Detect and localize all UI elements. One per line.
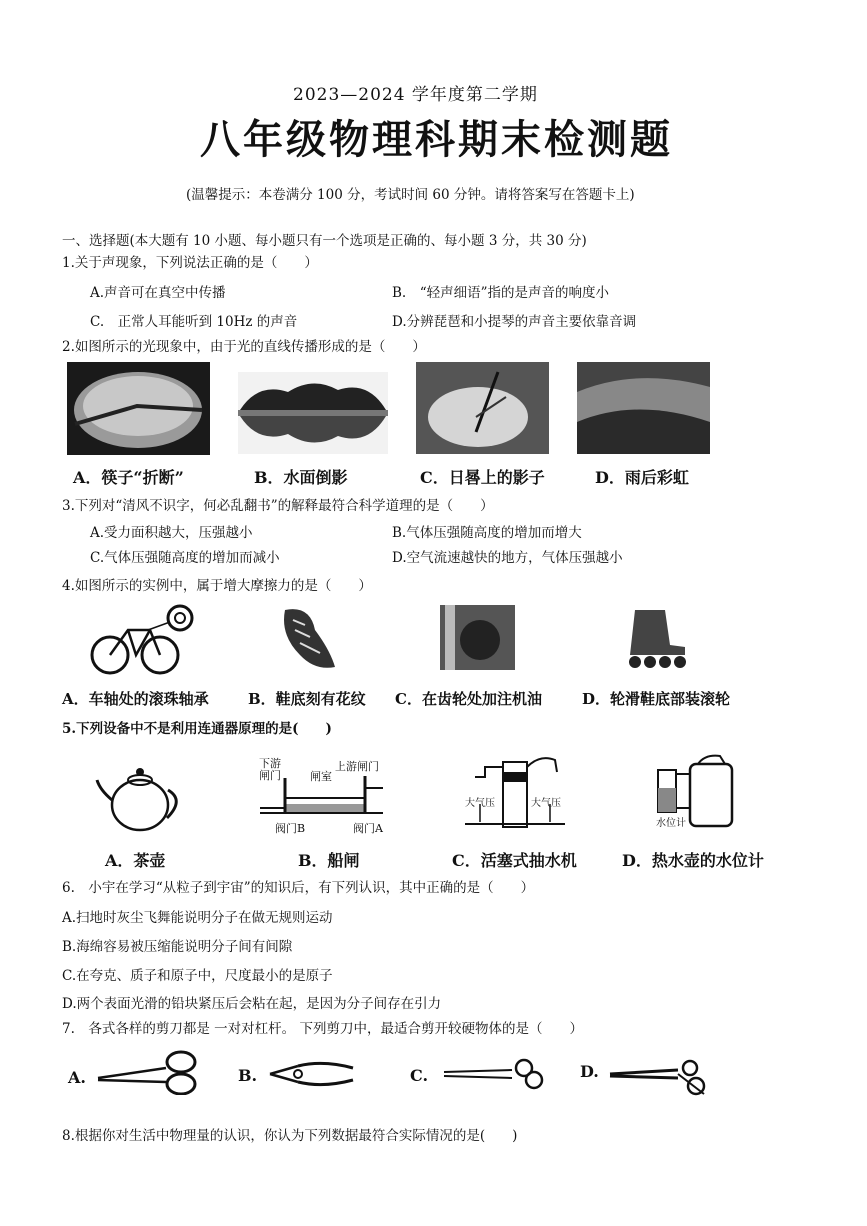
rainbow-photo <box>577 362 710 454</box>
gear-oil-photo <box>440 605 515 670</box>
term-line: 2023—2024 学年度第二学期 <box>293 85 538 105</box>
q5-caption-b: B．船闸 <box>298 851 360 870</box>
water-reflection-photo <box>238 372 388 454</box>
chamber-label: 闸室 <box>310 770 332 783</box>
q5-caption-c: C．活塞式抽水机 <box>452 851 577 870</box>
q6-option-a: A.扫地时灰尘飞舞能说明分子在做无规则运动 <box>62 910 333 926</box>
section-heading: 一、选择题(本大题有 10 小题、每小题只有一个选项是正确的、每小题 3 分，共 30 分) <box>62 233 587 249</box>
q1-option-c: C. 正常人耳能听到 10Hz 的声音 <box>90 314 298 330</box>
bicycle-bearing-image <box>88 600 198 680</box>
q7-stem: 7. 各式各样的剪刀都是 一对对杠杆。 下列剪刀中，最适合剪开较硬物体的是（ ） <box>62 1021 583 1037</box>
q4-caption-c: C．在齿轮处加注机油 <box>395 690 542 708</box>
q5-stem: 5.下列设备中不是利用连通器原理的是( ) <box>62 721 332 737</box>
q4-caption-a: A．车轴处的滚珠轴承 <box>62 690 209 708</box>
q2-caption-d: D．雨后彩虹 <box>595 468 689 487</box>
q3-stem: 3.下列对“清风不识字，何必乱翻书”的解释最符合科学道理的是（ ） <box>62 498 494 514</box>
page-title: 八年级物理科期末检测题 <box>200 116 673 163</box>
teapot-image <box>95 760 185 835</box>
q4-stem: 4.如图所示的实例中，属于增大摩擦力的是（ ） <box>62 578 372 594</box>
q2-caption-c: C．日晷上的影子 <box>420 468 545 487</box>
q7-letter-d: D. <box>580 1062 599 1081</box>
piston-pump-diagram <box>465 752 565 832</box>
q5-caption-a: A．茶壶 <box>105 851 166 870</box>
q1-option-b: B. “轻声细语”指的是声音的响度小 <box>392 285 610 301</box>
q4-caption-d: D．轮滑鞋底部装滚轮 <box>582 690 731 708</box>
q8-stem: 8.根据你对生活中物理量的认识，你认为下列数据最符合实际情况的是( ) <box>62 1128 518 1144</box>
q3-option-c: C.气体压强随高度的增加而减小 <box>90 550 280 566</box>
upstream-gate-label: 上游闸门 <box>335 760 379 773</box>
downstream-gate-label: 下游 闸门 <box>259 757 281 782</box>
q3-option-b: B.气体压强随高度的增加而增大 <box>392 525 582 541</box>
q2-caption-b: B．水面倒影 <box>254 468 348 487</box>
q1-stem: 1.关于声现象，下列说法正确的是（ ） <box>62 255 318 271</box>
q4-caption-b: B．鞋底刻有花纹 <box>248 690 366 708</box>
sundial-photo <box>416 362 549 454</box>
q3-option-d: D.空气流速越快的地方，气体压强越小 <box>392 550 623 566</box>
q6-option-c: C.在夸克、质子和原子中，尺度最小的是原子 <box>62 968 333 984</box>
chopsticks-in-bowl-photo <box>67 362 210 455</box>
q3-option-a: A.受力面积越大，压强越小 <box>90 525 253 541</box>
q1-option-a: A.声音可在真空中传播 <box>90 285 226 301</box>
atmosphere-label-right: 大气压 <box>531 798 561 809</box>
q7-letter-c: C. <box>410 1066 429 1085</box>
q6-option-b: B.海绵容易被压缩能说明分子间有间隙 <box>62 939 293 955</box>
q7-letter-a: A. <box>68 1068 86 1087</box>
scissors-a-image <box>96 1050 200 1095</box>
water-gauge-label: 水位计 <box>656 818 686 829</box>
exam-tip: (温馨提示：本卷满分 100 分，考试时间 60 分钟。请将答案写在答题卡上) <box>186 187 635 203</box>
scissors-c-image <box>442 1058 547 1090</box>
q1-option-d: D.分辨琵琶和小提琴的声音主要依靠音调 <box>392 314 637 330</box>
q5-caption-d: D．热水壶的水位计 <box>622 851 764 870</box>
roller-skate-image <box>620 605 690 670</box>
q6-stem: 6. 小宇在学习“从粒子到宇宙”的知识后，有下列认识，其中正确的是（ ） <box>62 880 535 896</box>
q7-letter-b: B. <box>238 1066 258 1085</box>
q2-stem: 2.如图所示的光现象中，由于光的直线传播形成的是（ ） <box>62 339 426 355</box>
scissors-d-image <box>608 1058 708 1098</box>
scissors-b-image <box>268 1058 356 1090</box>
valve-a-label: 阀门A <box>353 822 383 835</box>
atmosphere-label-left: 大气压 <box>465 798 495 809</box>
q6-option-d: D.两个表面光滑的铅块紧压后会粘在起，是因为分子间存在引力 <box>62 996 442 1012</box>
kettle-gauge-diagram <box>650 752 740 832</box>
ship-lock-diagram <box>255 758 385 838</box>
shoe-sole-image <box>275 605 340 673</box>
q2-caption-a: A．筷子“折断” <box>73 468 184 487</box>
valve-b-label: 阀门B <box>275 822 306 835</box>
